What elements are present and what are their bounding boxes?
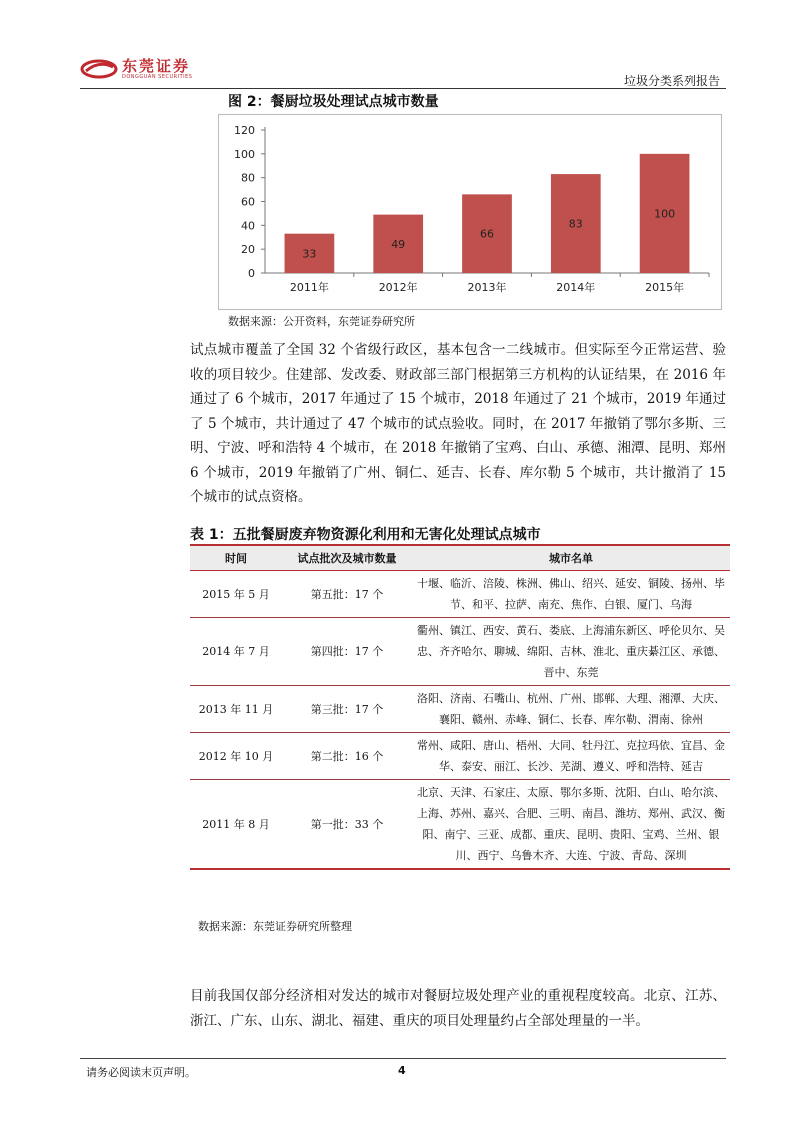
x-tick-label: 2012年 bbox=[378, 281, 418, 294]
figure-title: 图 2：餐厨垃圾处理试点城市数量 bbox=[228, 94, 439, 110]
logo-chinese-name: 东莞证券 bbox=[122, 57, 191, 75]
body-paragraph-regional-focus: 目前我国仅部分经济相对发达的城市对餐厨垃圾处理产业的重视程度较高。北京、江苏、浙江、广东、山东、湖北、福建、重庆的项目处理量约占全部处理量的一半。 bbox=[190, 988, 726, 1029]
cell-cities: 洛阳、济南、石嘴山、杭州、广州、邯郸、大理、湘潭、大庆、襄阳、赣州、赤峰、铜仁、长春、库尔勒、渭南、徐州 bbox=[412, 685, 730, 732]
y-tick-label: 120 bbox=[234, 124, 255, 137]
bar-chart-frame bbox=[218, 114, 722, 310]
table-title: 表 1：五批餐厨废弃物资源化利用和无害化处理试点城市 bbox=[190, 527, 541, 543]
figure-source: 数据来源：公开资料，东莞证券研究所 bbox=[228, 315, 415, 328]
y-tick-label: 40 bbox=[241, 219, 255, 233]
cell-cities: 衢州、镇江、西安、黄石、娄底、上海浦东新区、呼伦贝尔、吴忠、齐齐哈尔、聊城、绵阳、吉林、淮北、重庆綦江区、承德、晋中、东莞 bbox=[412, 617, 730, 685]
y-tick-label: 20 bbox=[241, 243, 255, 257]
x-tick-label: 2014年 bbox=[556, 281, 596, 294]
cell-time: 2012 年 10 月 bbox=[190, 732, 282, 779]
pilot-cities-table bbox=[190, 544, 730, 870]
table-row bbox=[190, 685, 730, 732]
page-number: 4 bbox=[398, 1064, 406, 1077]
cell-batch: 第四批：17 个 bbox=[282, 617, 412, 685]
cell-batch: 第一批：33 个 bbox=[282, 779, 412, 869]
y-tick-label: 80 bbox=[241, 171, 255, 185]
cell-cities: 十堰、临沂、涪陵、株洲、佛山、绍兴、延安、铜陵、扬州、毕节、和平、拉萨、南充、焦作、白银、厦门、乌海 bbox=[412, 570, 730, 617]
data-label: 33 bbox=[302, 247, 317, 261]
y-tick-label: 0 bbox=[248, 267, 255, 280]
cell-batch: 第三批：17 个 bbox=[282, 685, 412, 732]
cell-time: 2011 年 8 月 bbox=[190, 779, 282, 869]
table-header-row bbox=[190, 545, 730, 570]
logo-english-name: DONGGUAN SECURITIES bbox=[122, 74, 193, 80]
cell-batch: 第五批：17 个 bbox=[282, 570, 412, 617]
header-cities: 城市名单 bbox=[412, 545, 730, 570]
table-row bbox=[190, 779, 730, 869]
logo-swoosh-icon bbox=[80, 58, 118, 80]
table-row bbox=[190, 732, 730, 779]
cell-time: 2013 年 11 月 bbox=[190, 685, 282, 732]
bar-chart bbox=[219, 115, 721, 309]
data-label: 100 bbox=[654, 207, 676, 221]
data-label: 66 bbox=[480, 227, 494, 241]
footer-divider bbox=[80, 1058, 726, 1059]
table-row bbox=[190, 617, 730, 685]
data-label: 83 bbox=[568, 217, 583, 231]
x-tick-label: 2013年 bbox=[467, 281, 507, 294]
cell-cities: 常州、咸阳、唐山、梧州、大同、牡丹江、克拉玛依、宜昌、金华、泰安、丽江、长沙、芜湖、遵义、呼和浩特、延吉 bbox=[412, 732, 730, 779]
y-tick-label: 100 bbox=[234, 147, 255, 161]
table-row bbox=[190, 570, 730, 617]
cell-time: 2014 年 7 月 bbox=[190, 617, 282, 685]
header-divider bbox=[80, 88, 726, 89]
cell-time: 2015 年 5 月 bbox=[190, 570, 282, 617]
x-tick-label: 2011年 bbox=[289, 281, 329, 294]
table-source: 数据来源：东莞证券研究所整理 bbox=[198, 920, 352, 933]
company-logo bbox=[80, 58, 192, 80]
report-series-title: 垃圾分类系列报告 bbox=[623, 74, 720, 88]
x-tick-label: 2015年 bbox=[645, 281, 685, 294]
y-tick-label: 60 bbox=[241, 195, 255, 209]
data-label: 49 bbox=[391, 237, 406, 251]
cell-batch: 第二批：16 个 bbox=[282, 732, 412, 779]
header-batch: 试点批次及城市数量 bbox=[282, 545, 412, 570]
header-time: 时间 bbox=[190, 545, 282, 570]
cell-cities: 北京、天津、石家庄、太原、鄂尔多斯、沈阳、白山、哈尔滨、上海、苏州、嘉兴、合肥、三明、南昌、潍坊、郑州、武汉、衡阳、南宁、三亚、成都、重庆、昆明、贵阳、宝鸡、兰州、银川、西宁、乌鲁木齐、大连、宁波、青岛、深圳 bbox=[412, 779, 730, 869]
body-paragraph-pilot-acceptance: 试点城市覆盖了全国 32 个省级行政区，基本包含一二线城市。但实际至今正常运营、验收的项目较少。住建部、发改委、财政部三部门根据第三方机构的认证结果，在 2016 年通过了 6 个城市，2017 年通过了 15 个城市，2018 年通过了 21 个城市，2019 年通过了 5 个城市，共计通过了 47 个城市的试点验收。同时，在 2017 年撤销了鄂尔多斯、三明、宁波、呼和浩特 4 个城市，在 2018 年撤销了宝鸡、白山、承德、湘潭、昆明、郑州 6 个城市，2019 年撤销了广州、铜仁、延吉、长春、库尔勒 5 个城市，共计撤消了 15 个城市的试点资格。 bbox=[190, 342, 726, 505]
footer-disclaimer: 请务必阅读末页声明。 bbox=[86, 1066, 196, 1079]
